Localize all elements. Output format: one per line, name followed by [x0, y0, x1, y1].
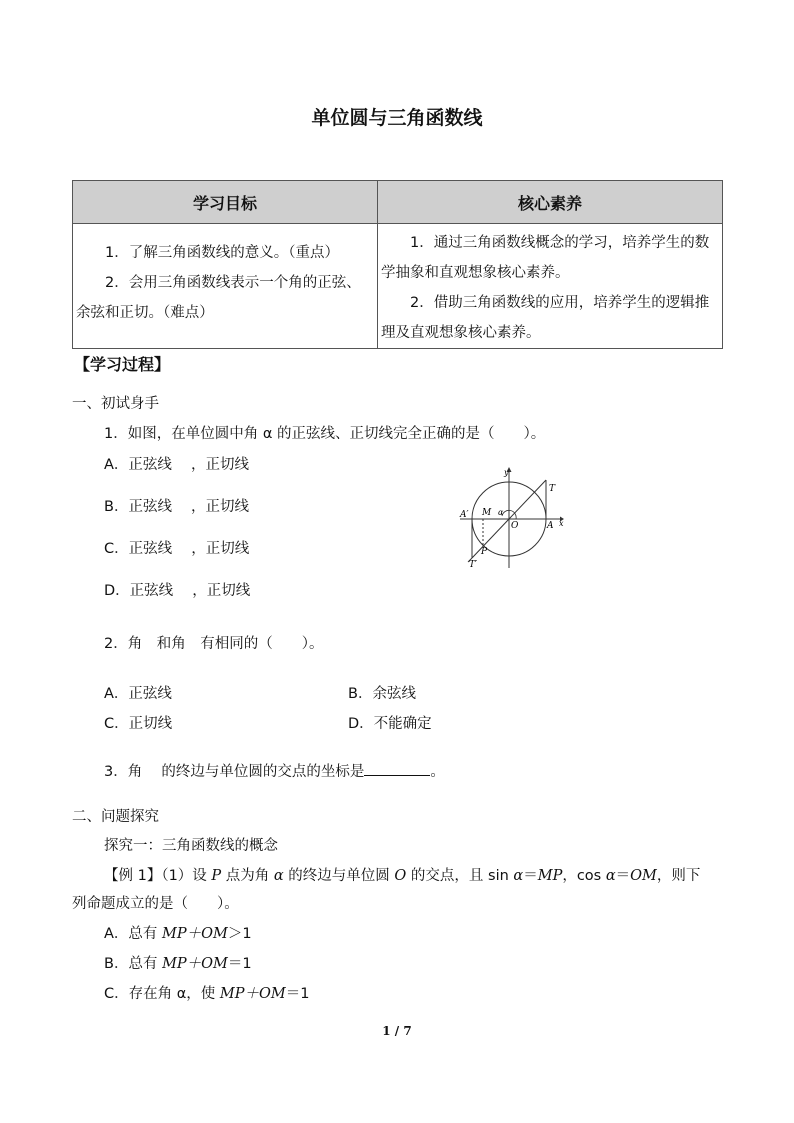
- example-text: ，则下: [656, 868, 701, 884]
- option-expression: MP＋OM: [162, 926, 228, 942]
- example-var-om: OM: [630, 868, 657, 884]
- example-text: 的交点，且 sin: [406, 868, 514, 884]
- q2-option-d: D．不能确定: [348, 716, 432, 732]
- option-text: A．总有: [104, 926, 163, 942]
- learning-goals-cell: [73, 224, 378, 349]
- example-option-a: [104, 927, 252, 942]
- figure-label-x: x: [559, 519, 564, 528]
- q3-end: 。: [430, 764, 445, 780]
- q1-stem: 1．如图，在单位圆中角 α 的正弦线、正切线完全正确的是（ ）。: [104, 426, 546, 442]
- example-var-alpha: α: [513, 868, 524, 884]
- option-text: ＝1: [227, 956, 252, 972]
- q1-option-d: D．正弦线 ，正切线: [104, 583, 251, 599]
- figure-label-p: P: [481, 547, 488, 557]
- literacy-item: 1．通过三角函数线概念的学习，培养学生的数学抽象和直观想象核心素养。: [381, 235, 710, 281]
- q2-option-a: A．正弦线: [104, 686, 172, 702]
- example-var-p: P: [211, 868, 222, 884]
- figure-label-t-prime: T′: [469, 560, 478, 570]
- example-var-mp: MP: [537, 868, 563, 884]
- example-var-o: O: [394, 868, 407, 884]
- part2-heading: 二、问题探究: [72, 809, 159, 825]
- example1-line1: [104, 869, 700, 884]
- option-text: ＞1: [227, 926, 252, 942]
- page-number: 1 / 7: [382, 1024, 412, 1038]
- option-expression: MP＋OM: [219, 986, 286, 1002]
- q2-option-b: B．余弦线: [348, 686, 416, 702]
- option-text: B．总有: [104, 956, 163, 972]
- part1-heading: 一、初试身手: [72, 396, 159, 412]
- goal-item: 2．会用三角函数线表示一个角的正弦、余弦和正切。（难点）: [76, 275, 361, 321]
- part2-subheading: 探究一：三角函数线的概念: [104, 838, 278, 854]
- section-header: 【学习过程】: [74, 355, 171, 374]
- figure-label-a: A: [547, 521, 554, 531]
- goal-item: 1．了解三角函数线的意义。（重点）: [105, 245, 339, 261]
- option-expression: MP＋OM: [162, 956, 228, 972]
- objectives-table: [72, 180, 723, 349]
- q2-stem: 2．角 和角 有相同的（ ）。: [104, 636, 324, 652]
- example-option-b: [104, 957, 252, 972]
- example-option-c: [104, 987, 309, 1002]
- example-text: ＝: [615, 868, 631, 884]
- q1-option-b: B．正弦线 ，正切线: [104, 499, 250, 515]
- document-title: 单位圆与三角函数线: [311, 107, 483, 129]
- q3-stem: [104, 761, 445, 780]
- q3-answer-blank: [364, 761, 430, 776]
- figure-label-o: O: [511, 521, 519, 531]
- literacy-item: 2．借助三角函数线的应用，培养学生的逻辑推理及直观想象核心素养。: [381, 295, 710, 341]
- figure-label-a-prime: A′: [460, 510, 469, 520]
- example-text: ＝: [523, 868, 538, 884]
- option-text: C．存在角 α，使: [104, 986, 220, 1002]
- q1-option-a: A．正弦线 ，正切线: [104, 457, 250, 473]
- option-text: ＝1: [285, 986, 310, 1002]
- q3-text: 3．角 的终边与单位圆的交点的坐标是: [104, 764, 365, 780]
- example-var-alpha: α: [605, 868, 616, 884]
- q2-option-c: C．正切线: [104, 716, 173, 732]
- example-text: ，cos: [562, 868, 606, 884]
- example-text: 点为角: [221, 868, 274, 884]
- figure-label-alpha: α: [498, 508, 504, 517]
- example-var-alpha: α: [273, 868, 284, 884]
- example-text: 【例 1】（1）设: [104, 868, 212, 884]
- q1-option-c: C．正弦线 ，正切线: [104, 541, 250, 557]
- header-learning-goals: 学习目标: [73, 181, 378, 224]
- figure-label-t: T: [549, 484, 556, 494]
- example-text: 的终边与单位圆: [283, 868, 395, 884]
- figure-label-m: M: [482, 508, 492, 518]
- unit-circle-figure: [456, 462, 570, 570]
- header-core-literacy: 核心素养: [378, 181, 723, 224]
- figure-label-y: y: [504, 468, 509, 477]
- core-literacy-cell: [378, 224, 723, 349]
- example1-line2: 列命题成立的是（ ）。: [72, 896, 239, 912]
